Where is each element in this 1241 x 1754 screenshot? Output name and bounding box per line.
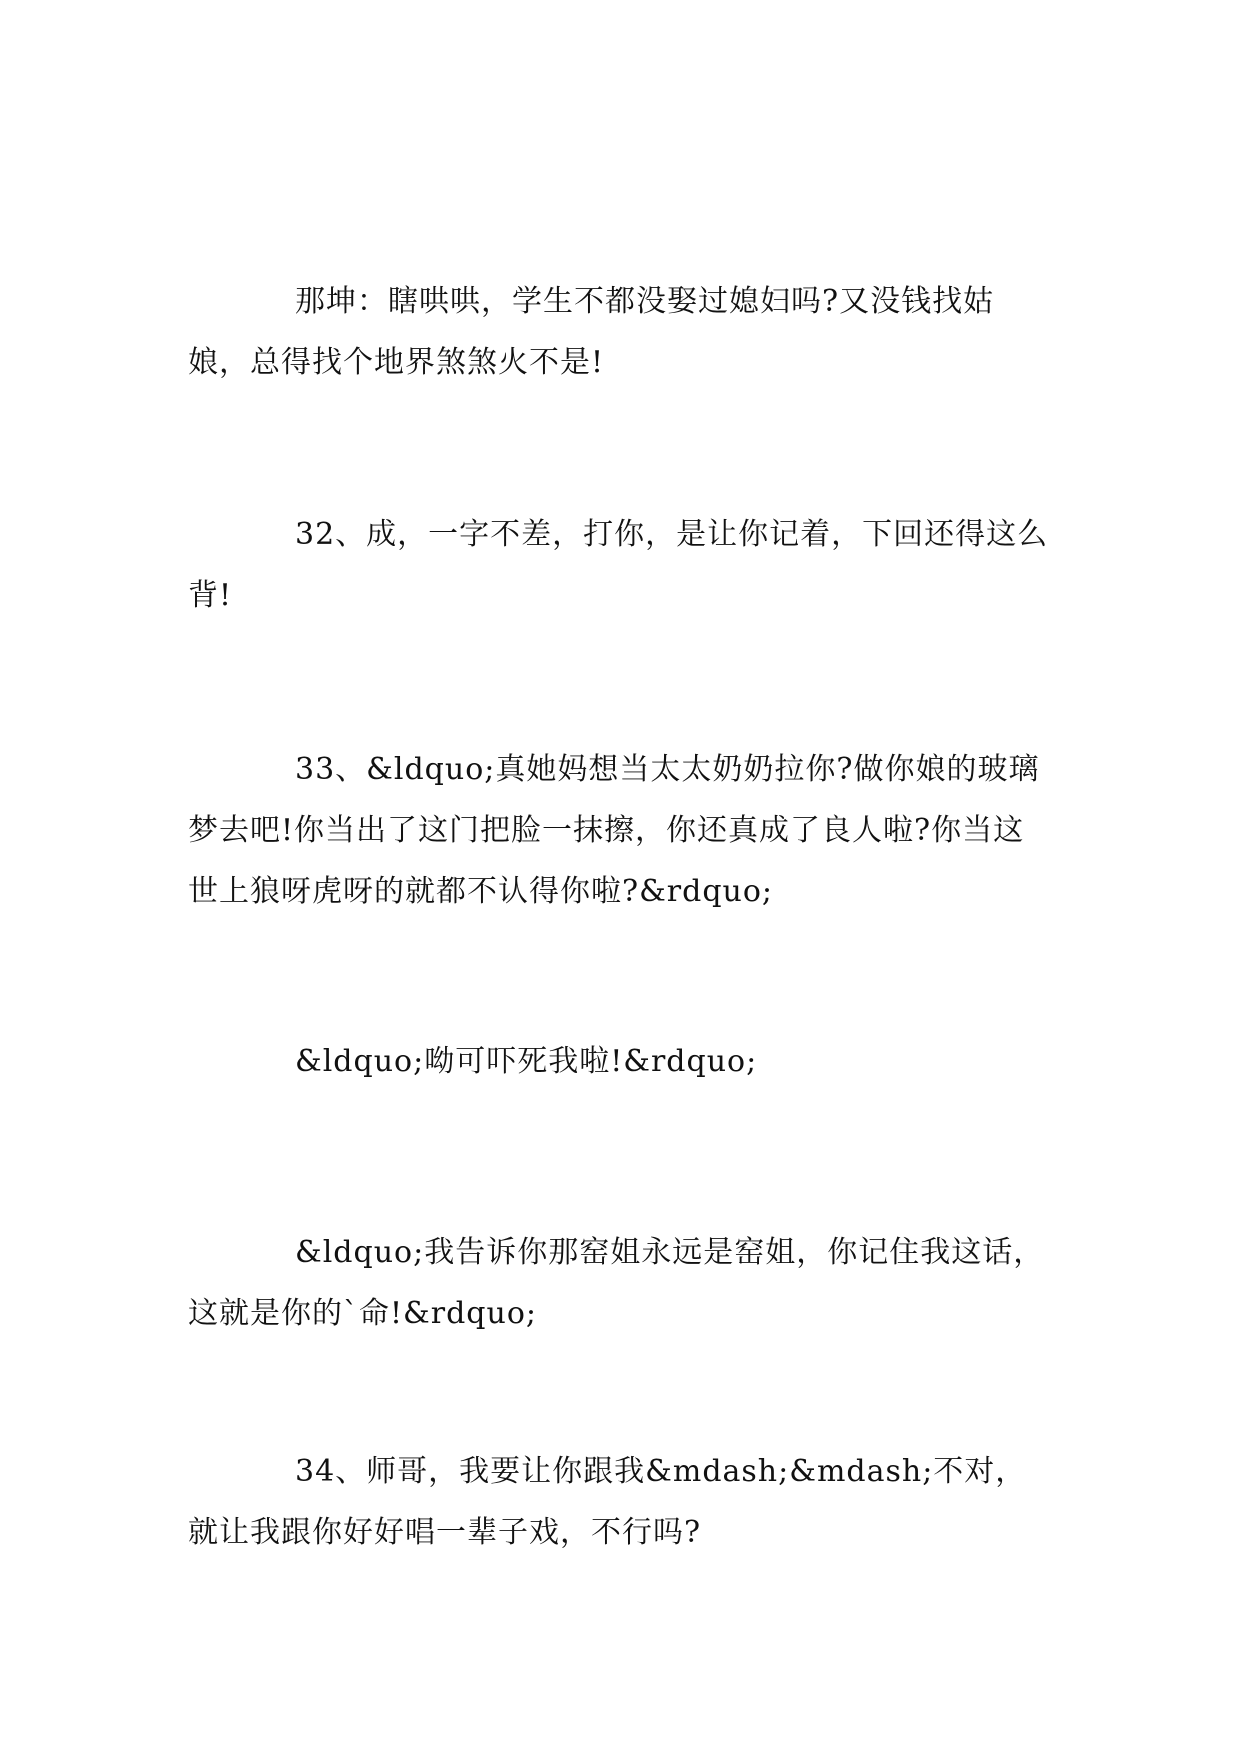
dialogue-paragraph-na-kun: 那坤：瞎哄哄，学生不都没娶过媳妇吗?又没钱找姑娘，总得找个地界煞煞火不是! (188, 284, 995, 380)
quote-paragraph-32: 32、成，一字不差，打你，是让你记着，下回还得这么背! (188, 517, 1049, 613)
paragraph-block-2 (188, 504, 1053, 626)
paragraph-block-4 (188, 1031, 1053, 1092)
paragraph-block-1 (188, 271, 1053, 393)
quote-paragraph-fate: &ldquo;我告诉你那窑姐永远是窑姐，你记住我这话，这就是你的`命!&rdquo; (188, 1235, 1045, 1331)
quote-paragraph-33: 33、&ldquo;真她妈想当太太奶奶拉你?做你娘的玻璃梦去吧!你当出了这门把脸一抹擦，你还真成了良人啦?你当这世上狼呀虎呀的就都不认得你啦?&rdquo; (188, 752, 1040, 909)
quote-paragraph-34: 34、师哥，我要让你跟我&mdash;&mdash;不对，就让我跟你好好唱一辈子戏，不行吗? (188, 1454, 1027, 1550)
paragraph-block-6 (188, 1441, 1053, 1563)
paragraph-block-5 (188, 1222, 1053, 1344)
quote-paragraph-exclamation: &ldquo;呦可吓死我啦!&rdquo; (295, 1044, 758, 1079)
paragraph-block-3 (188, 739, 1053, 922)
